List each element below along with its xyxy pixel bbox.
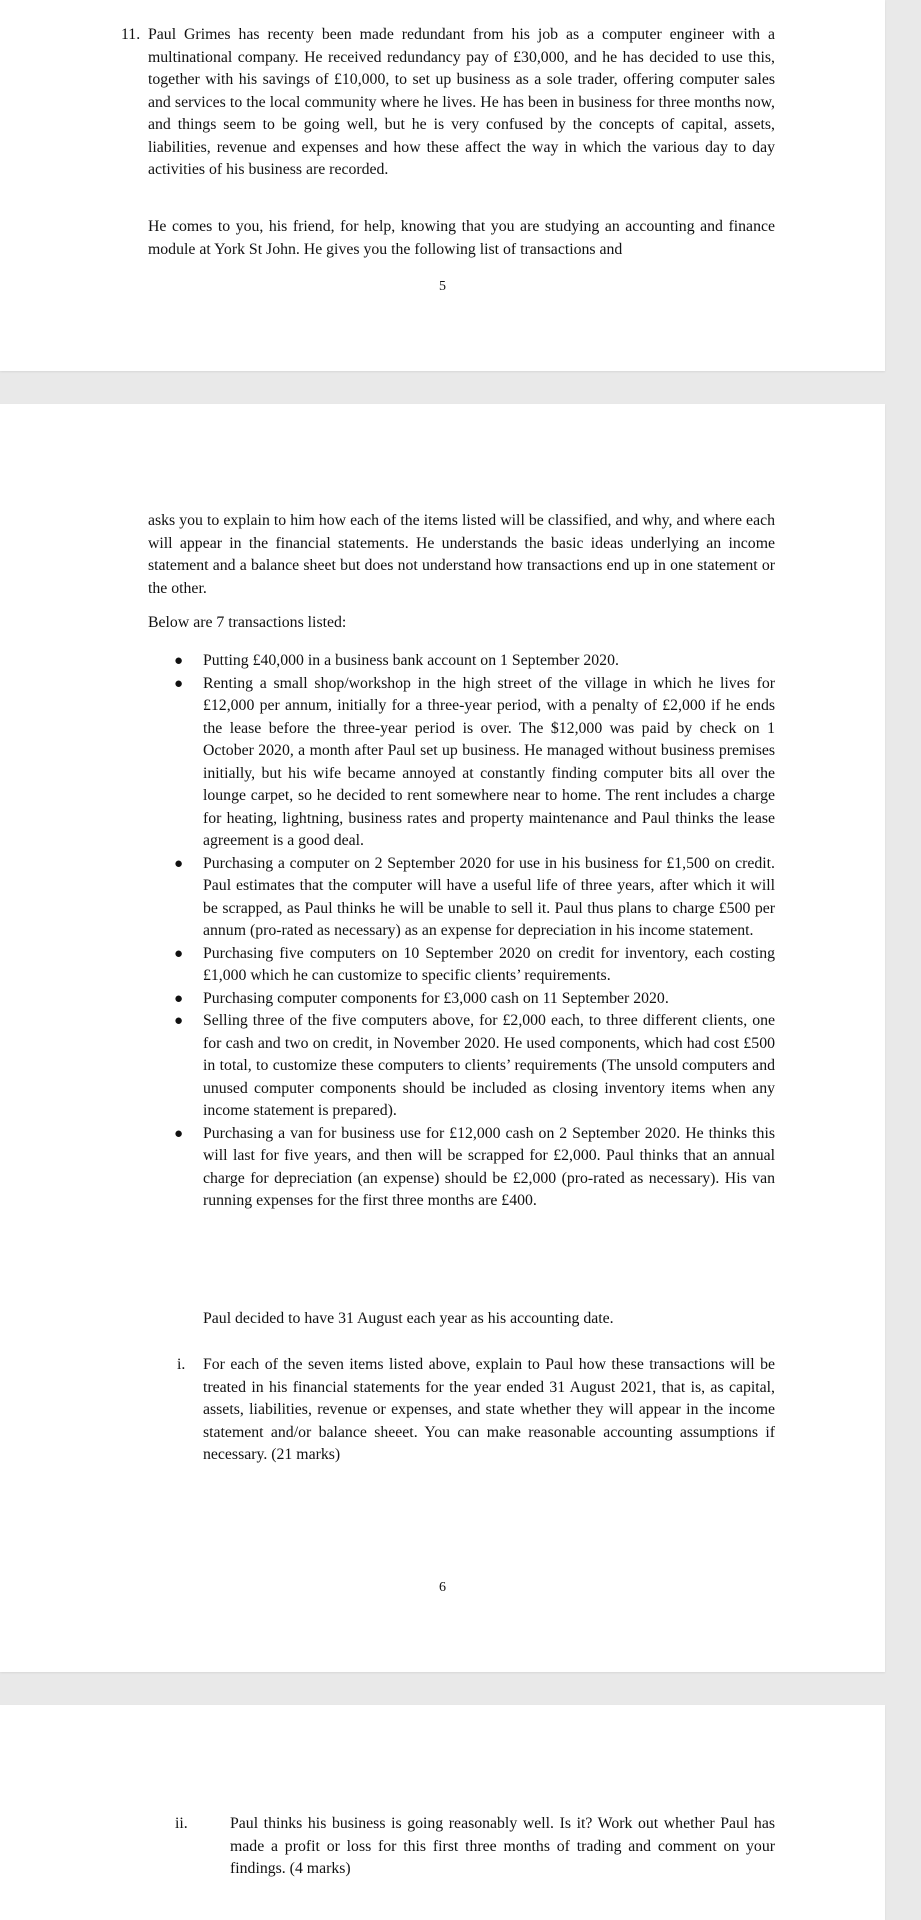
continuation-paragraph: asks you to explain to him how each of the items listed will be classified, and why, and where each will appear in the financial statements. He understands the basic ideas underlying an income statement and a balance sheet but does not understand how transactions end up in one statement or the other.: [148, 512, 775, 597]
list-item: ● Purchasing a computer on 2 September 2020 for use in his business for £1,500 on credit. Paul estimates that the computer will have a useful life of three years, after which it will be scrapped, as Paul thinks he will be unable to sell it. Paul thus plans to charge £500 per annum (pro-rated as necessary) as an expense for depreciation in his income statement.: [174, 854, 775, 939]
sub-question-ii: [175, 1813, 775, 1881]
question-number: 11.: [121, 26, 141, 43]
page-number: 6: [439, 1580, 446, 1595]
sub-question-text: For each of the seven items listed above, explain to Paul how these transactions will be treated in his financial statements for the year ended 31 August 2021, that is, as capital, assets, liabilities, revenue or expenses, and state whether they will appear in the income statement and/or balance sheeet. You can make reasonable accounting assumptions if necessary. (21 marks): [203, 1356, 775, 1463]
accounting-date-note: Paul decided to have 31 August each year as his accounting date.: [203, 1310, 614, 1327]
document-page-7: [0, 1705, 885, 1920]
transactions-intro: Below are 7 transactions listed:: [148, 614, 347, 631]
sub-question-text: Paul thinks his business is going reasonably well. Is it? Work out whether Paul has made a profit or loss for this first three months of trading and comment on your findings. (4 marks): [230, 1815, 775, 1877]
list-item: ● Purchasing computer components for £3,000 cash on 11 September 2020.: [148, 988, 775, 1011]
list-item: ● Renting a small shop/workshop in the high street of the village in which he lives for £12,000 per annum, initially for a three-year period, with a penalty of £2,000 if he ends the lease before the three-year period is over. The $12,000 was paid by check on 1 October 2020, a month after Paul set up business. He managed without business premises initially, but his wife became annoyed at constantly finding computer bits all over the lounge carpet, so he decided to rent somewhere near to home. The rent includes a charge for heating, lightning, business rates and property maintenance and Paul thinks the lease agreement is a good deal.: [174, 674, 775, 849]
transactions-list: [148, 650, 775, 1213]
list-item: ● Putting £40,000 in a business bank account on 1 September 2020.: [148, 650, 775, 673]
document-page-6: [0, 404, 885, 1672]
bullet-icon: ●: [174, 675, 184, 692]
request-paragraph: He comes to you, his friend, for help, knowing that you are studying an accounting and finance module at York St John. He gives you the following list of transactions and: [148, 218, 775, 258]
sub-question-label: ii.: [175, 1815, 188, 1832]
bullet-icon: ●: [174, 855, 184, 872]
page-number: 5: [439, 279, 446, 294]
list-item: ● Purchasing five computers on 10 September 2020 on credit for inventory, each costing £1,000 which he can customize to specific clients’ requirements.: [174, 944, 775, 984]
intro-paragraph: Paul Grimes has recenty been made redundant from his job as a computer engineer with a multinational company. He received redundancy pay of £30,000, and he has decided to use this, together with his savings of £10,000, to set up business as a sole trader, offering computer sales and services to the local community where he lives. He has been in business for three months now, and things seem to be going well, but he is very confused by the concepts of capital, assets, liabilities, revenue and expenses and how these affect the way in which the various day to day activities of his business are recorded.: [148, 26, 775, 178]
bullet-icon: ●: [174, 1125, 184, 1142]
bullet-icon: ●: [174, 945, 184, 962]
bullet-icon: ●: [174, 653, 184, 669]
list-item: ● Purchasing a van for business use for £12,000 cash on 2 September 2020. He thinks this will last for five years, and then will be scrapped for £2,000. Paul thinks that an annual charge for depreciation (an expense) should be £2,000 (pro-rated as necessary). His van running expenses for the first three months are £400.: [174, 1124, 775, 1209]
sub-question-label: i.: [177, 1356, 186, 1373]
list-item: ● Selling three of the five computers above, for £2,000 each, to three different clients, one for cash and two on credit, in November 2020. He used components, which had cost £500 in total, to customize these computers to clients’ requirements (The unsold computers and unused computer components should be included as closing inventory items when any income statement is prepared).: [174, 1012, 775, 1119]
sub-question-i: [177, 1354, 775, 1467]
bullet-icon: ●: [174, 1013, 184, 1029]
document-page-5: [0, 0, 885, 371]
bullet-icon: ●: [174, 990, 184, 1007]
